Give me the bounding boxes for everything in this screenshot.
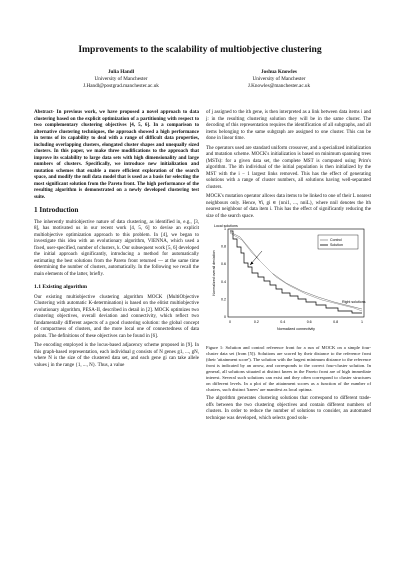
annotation-top: Local solutions	[214, 224, 238, 228]
y-axis-label: Normalized overall deviation	[212, 250, 216, 296]
figure-caption: Figure 1: Solution and control reference front for a run of MOCK on a simple four-cluster data set (from [5]). Solutions are scored by their distance to the reference front (their 'attainment score'). The solution with the largest minimum distance to the reference front is indicated by an arrow, and corresponds to the correct four-cluster solution. In general, all solutions situated at distinct knees in the Pareto front are of high immediate interest. Several such solutions can exist and they often correspond to cluster structures on different levels. In a plot of the attainment scores as a function of the number of clusters, such distinct 'knees' are manifest as local optima.	[206, 345, 371, 392]
x-tick-label: 0	[229, 320, 231, 324]
paragraph: The inherently multiobjective nature of data clustering, as identified in, e.g., [3, 8], has motivated us in our recent work [4, 5, 6] to devise an explicit multiobjective optimization approach to this problem. In [4], we began to investigate this idea with an evolutionary algorithm, VIENNA, which used a fixed, user-specified, number of clusters, k. Our subsequent work [5, 6] developed the initial approach significantly, introducing a method for automatically estimating the best solutions from the Pareto front returned — at the same time determining the number of clusters, automatically. In the following we recall the main elements of the latter, briefly.	[34, 219, 199, 277]
right-column	[206, 110, 371, 425]
annotation-right: Right solutions	[342, 300, 366, 304]
left-column	[34, 110, 199, 372]
paper-title: Improvements to the scalability of multiobjective clustering	[78, 44, 322, 55]
author-email: J.Knowles@manchester.ac.uk	[247, 83, 311, 89]
section-heading: 1 Introduction	[34, 206, 79, 214]
abstract: Abstract- In previous work, we have proposed a novel approach to data clustering based on the explicit optimization of a partitioning with respect to two complementary clustering objectives [4, 5, 6]. In a comparison to alternative clustering techniques, the approach showed a high performance in terms of its capability to deal with a range of difficult data properties, including overlapping clusters, elongated cluster shapes and unequally sized clusters. In this paper, we make three modifications to the approach that improve its scalability to large data sets with high dimensionality and large numbers of clusters. Specifically, we introduce new initialization and mutation schemes that enable a more efficient exploration of the search space, and modify the null data model that is used as a basis for selecting the most significant solution from the Pareto front. The high performance of the resulting algorithm is demonstrated on a newly developed clustering test suite.	[34, 110, 199, 200]
author-name: Julia Handl	[107, 69, 135, 75]
x-tick-label: 1	[361, 320, 363, 324]
author-affiliation: University of Manchester	[252, 76, 306, 82]
author-block-2	[204, 69, 354, 90]
y-tick-label: 0.4	[221, 279, 226, 284]
paragraph: The operators used are standard uniform crossover, and a specialized initialization and mutation scheme. MOCK's initialization is based on minimum spanning trees (MSTs): for a given data set, the complete MST is computed using Prim's algorithm. The ith individual of the initial population is then initialized by the MST with the i − 1 largest links removed. This has the effect of generating solutions with a range of cluster numbers, all solutions having well-separated clusters.	[206, 145, 371, 190]
x-tick-label: 0.6	[306, 320, 312, 324]
y-tick-label: 1	[224, 227, 226, 231]
subsection-heading: 1.1 Existing algorithm	[34, 284, 87, 290]
y-tick-label: 0.8	[221, 244, 226, 249]
legend-label: Solution	[330, 243, 343, 248]
y-tick-label: 0.6	[221, 262, 226, 267]
author-name: Joshua Knowles	[261, 69, 297, 75]
x-axis-label: Normalized connectivity	[277, 327, 315, 331]
legend-label: Control	[330, 238, 342, 243]
paragraph: MOCK's mutation operator allows data items to be linked to one of their L nearest neighbours only. Hence, ∀i, gi ∈ {nni1, ..., nniL}, where nnil denotes the lth nearest neighbour of data item i. This has the effect of significantly reducing the size of the search space.	[206, 194, 371, 219]
knee-arrowhead	[250, 262, 254, 266]
y-tick-label: 0	[224, 315, 226, 319]
paragraph: of j assigned to the ith gene, is then interpreted as a link between data items i and j: in the resulting clustering solution they will be in the same cluster. The decoding of this representation requires the identification of all subgraphs, and all items belonging to the same subgraph are assigned to one cluster. This can be done in linear time.	[206, 110, 371, 141]
author-email: J.Handl@postgrad.manchester.ac.uk	[83, 83, 159, 89]
paragraph: The encoding employed is the locus-based adjacency scheme proposed in [9]. In this graph-based representation, each individual g consists of N genes g1, ..., gN, where N is the size of the clustered data set, and each gene gi can take allele values j in the range {1, ..., N}. Thus, a value	[34, 343, 199, 368]
pareto-front-plot	[206, 223, 371, 341]
figure-1	[206, 223, 371, 341]
paragraph: Our existing multiobjective clustering algorithm MOCK (MultiObjective Clustering with automatic K-determination) is based on the elitist multiobjective evolutionary algorithm, PESA-II, described in detail in [2]. MOCK optimizes two clustering objectives, overall deviation and connectivity, which reflect two fundamentally different aspects of a good clustering solution: the global concept of compactness of clusters, and the more local one of connectedness of data points. The definitions of these objectives can be found in [6].	[34, 294, 199, 339]
x-tick-label: 0.4	[280, 320, 286, 324]
paragraph: The algorithm generates clustering solutions that correspond to different trade-offs between the two clustering objectives and contain different numbers of clusters. In order to reduce the number of solutions to consider, an automated technique was developed, which selects good solu-	[206, 396, 371, 421]
x-tick-label: 0.2	[253, 320, 259, 324]
y-tick-label: 0.2	[221, 297, 226, 302]
author-affiliation: University of Manchester	[94, 76, 148, 82]
x-tick-label: 0.8	[333, 320, 339, 324]
author-block-1	[46, 69, 196, 90]
